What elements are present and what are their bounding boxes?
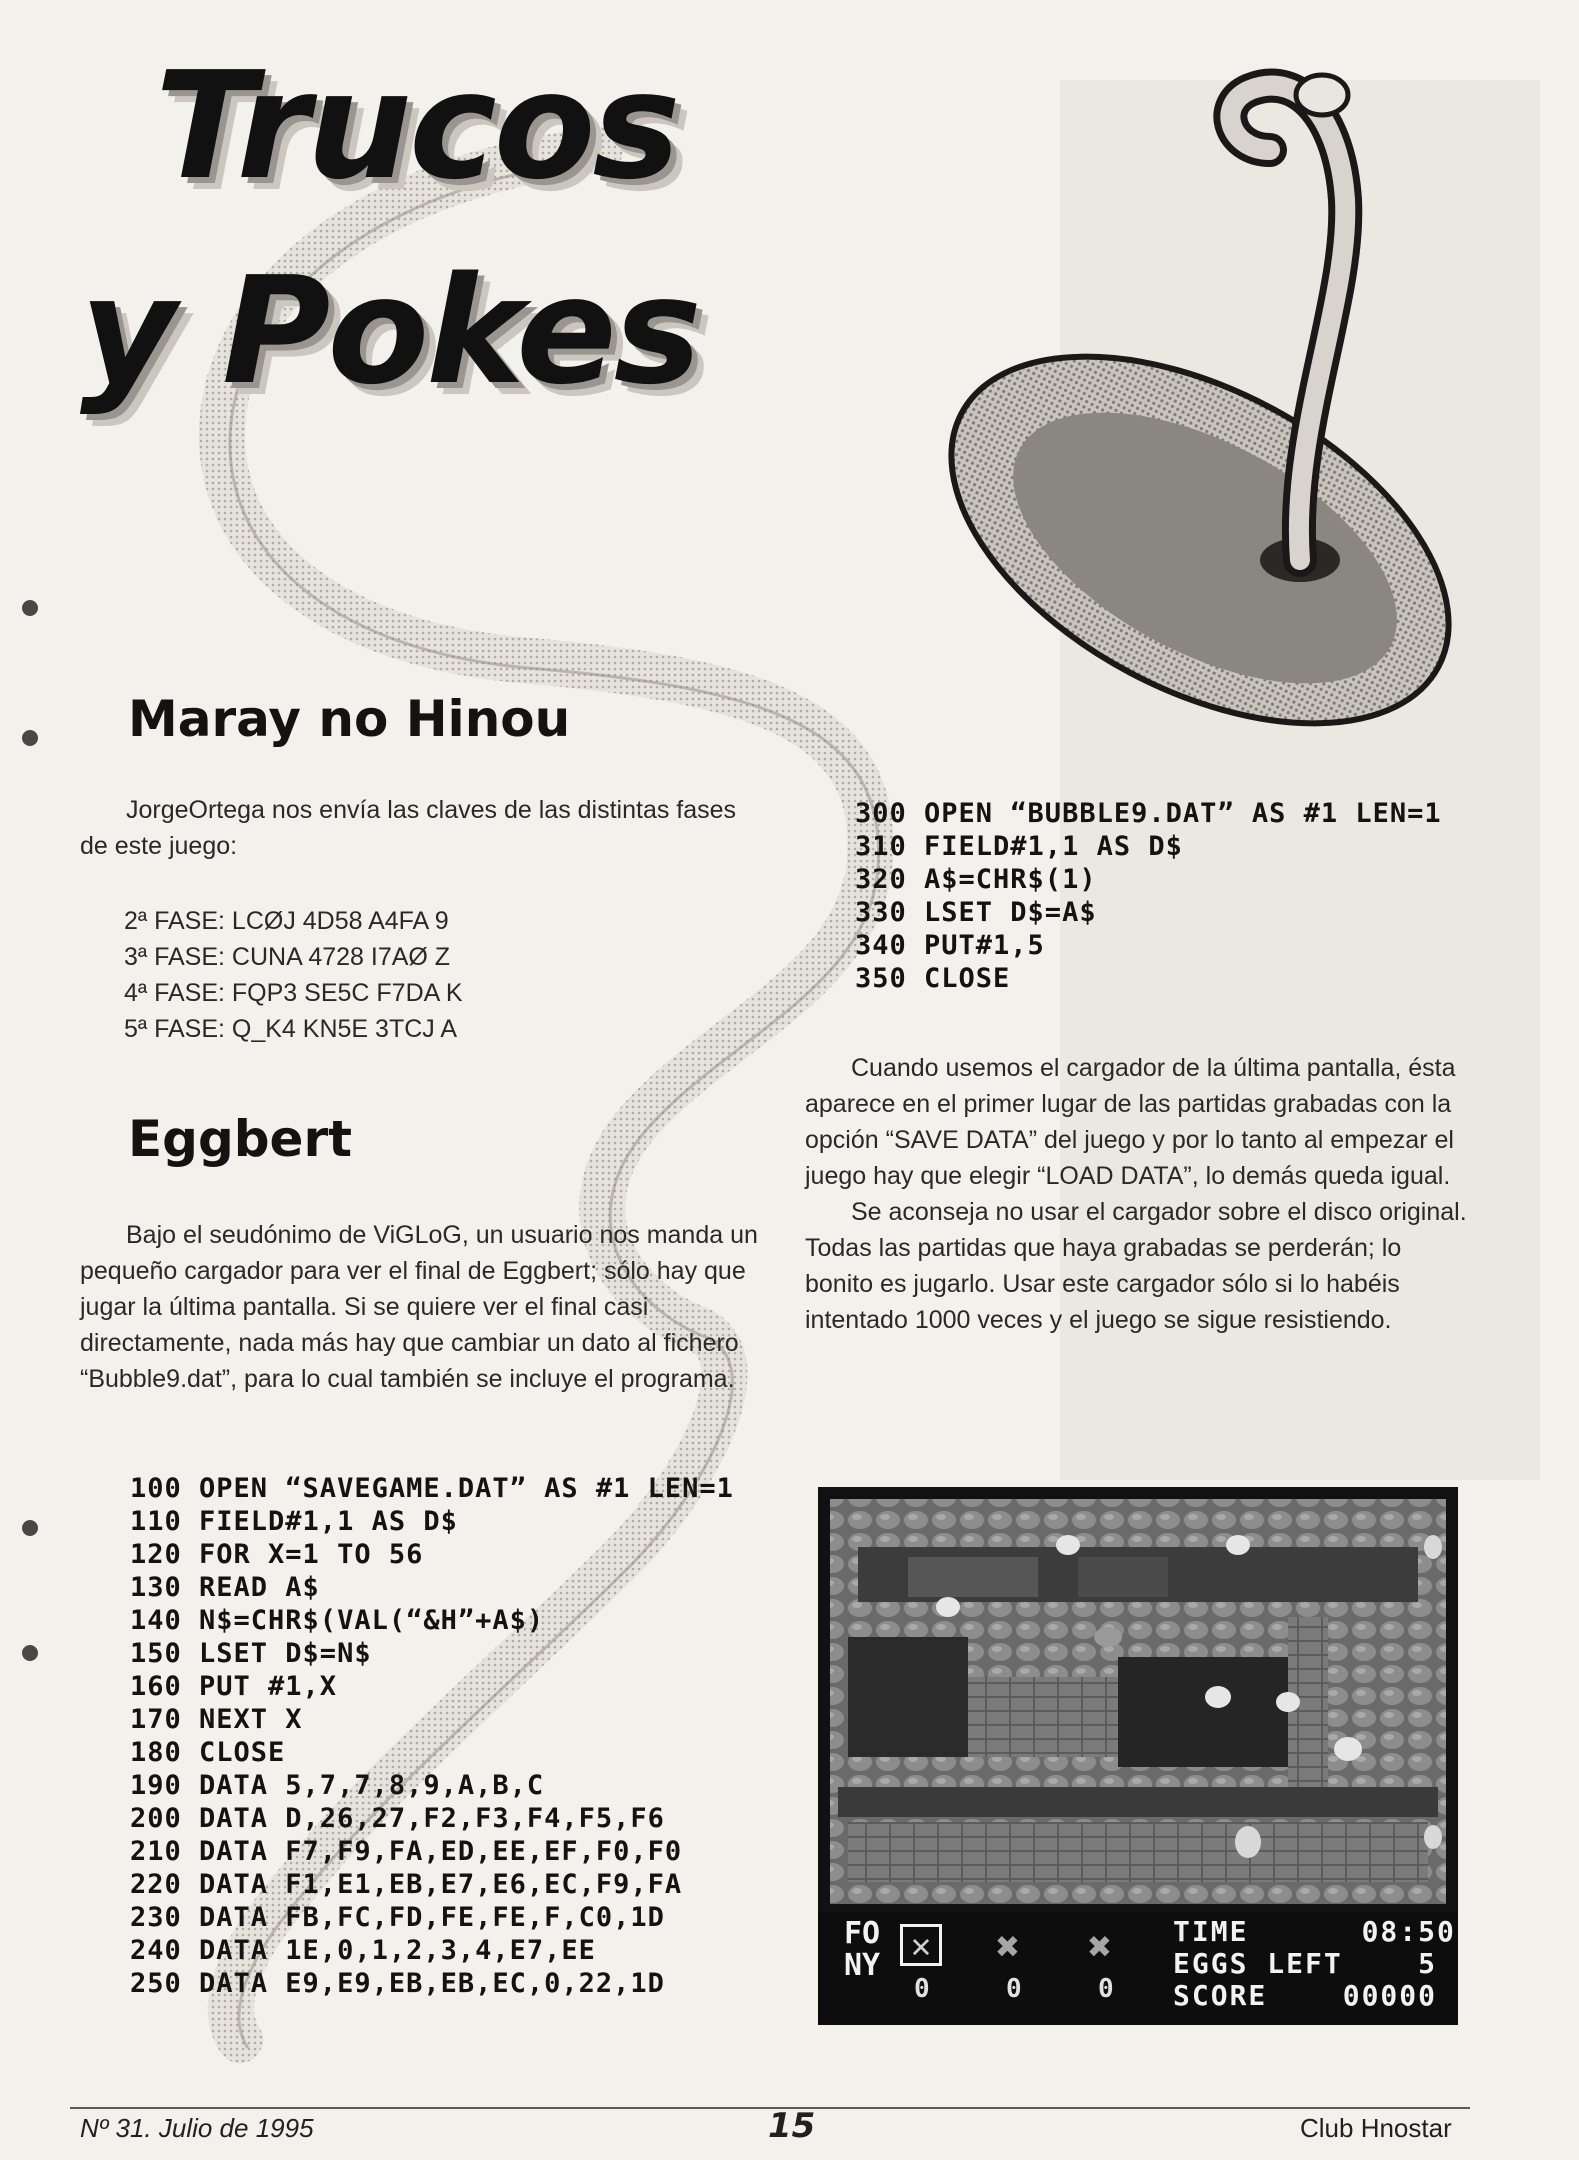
basic-listing-bubble9 bbox=[855, 797, 1442, 995]
code-line: 300 OPEN “BUBBLE9.DAT” AS #1 LEN=1 bbox=[855, 798, 1442, 829]
eggs-left-readout: EGGS LEFT 5 bbox=[1173, 1947, 1438, 1980]
code-line: 240 DATA 1E,0,1,2,3,4,E7,EE bbox=[130, 1935, 596, 1966]
maray-intro bbox=[80, 792, 760, 864]
code-line: 190 DATA 5,7,7,8,9,A,B,C bbox=[130, 1770, 545, 1801]
binder-hole bbox=[22, 600, 38, 616]
code-line: 230 DATA FB,FC,FD,FE,FE,F,C0,1D bbox=[130, 1902, 665, 1933]
heading-maray: Maray no Hinou bbox=[128, 690, 571, 748]
binder-hole bbox=[22, 1520, 38, 1536]
heading-eggbert: Eggbert bbox=[128, 1110, 352, 1168]
code-line: 110 FIELD#1,1 AS D$ bbox=[130, 1506, 458, 1537]
game-scene bbox=[818, 1487, 1458, 1912]
counter-value: 0 bbox=[914, 1974, 930, 2004]
player-label bbox=[844, 1918, 880, 1982]
code-line: 120 FOR X=1 TO 56 bbox=[130, 1539, 424, 1570]
code-line: 310 FIELD#1,1 AS D$ bbox=[855, 831, 1183, 862]
binder-hole bbox=[22, 730, 38, 746]
code-line: 140 N$=CHR$(VAL(“&H”+A$) bbox=[130, 1605, 545, 1636]
game-hud bbox=[838, 1912, 1456, 2012]
eggbert-screenshot bbox=[818, 1487, 1458, 2025]
code-line: 220 DATA F1,E1,EB,E7,E6,EC,F9,FA bbox=[130, 1869, 683, 1900]
code-line: 160 PUT #1,X bbox=[130, 1671, 338, 1702]
phase-item: 4ª FASE: FQP3 SE5C F7DA K bbox=[124, 979, 463, 1007]
basic-listing-savegame bbox=[130, 1472, 734, 2000]
issue-date: Nº 31. Julio de 1995 bbox=[80, 2113, 314, 2143]
code-line: 170 NEXT X bbox=[130, 1704, 303, 1735]
code-line: 250 DATA E9,E9,EB,EB,EC,0,22,1D bbox=[130, 1968, 665, 1999]
code-line: 330 LSET D$=A$ bbox=[855, 897, 1097, 928]
phase-item: 2ª FASE: LCØJ 4D58 A4FA 9 bbox=[124, 907, 449, 935]
eggbert-intro bbox=[80, 1217, 760, 1397]
player-label-line: FO bbox=[844, 1916, 881, 1951]
counter-value: 0 bbox=[1006, 1974, 1022, 2004]
code-line: 130 READ A$ bbox=[130, 1572, 320, 1603]
explanation-para-1: Cuando usemos el cargador de la última pantalla, ésta aparece en el primer lugar de las partidas grabadas con la opción “SAVE DATA” del juego y por lo tanto al empezar el juego hay que elegir “LOAD DATA”, lo demás queda igual. bbox=[805, 1054, 1456, 1190]
maray-intro-text: JorgeOrtega nos envía las claves de las distintas fases de este juego: bbox=[80, 796, 737, 860]
code-line: 350 CLOSE bbox=[855, 963, 1011, 994]
phase-item: 3ª FASE: CUNA 4728 I7AØ Z bbox=[124, 943, 451, 971]
phase-item: 5ª FASE: Q_K4 KN5E 3TCJ A bbox=[124, 1015, 458, 1043]
counter-value: 0 bbox=[1098, 1974, 1114, 2004]
explanation-para-2: Se aconseja no usar el cargador sobre el disco original. Todas las partidas que haya grabadas se perderán; lo bonito es jugarlo. Usar este cargador sólo si lo habéis intentado 1000 veces y el juego se sigue resistiendo. bbox=[805, 1198, 1467, 1334]
phase-list bbox=[124, 903, 463, 1047]
code-line: 320 A$=CHR$(1) bbox=[855, 864, 1097, 895]
code-line: 180 CLOSE bbox=[130, 1737, 286, 1768]
code-line: 200 DATA D,26,27,F2,F3,F4,F5,F6 bbox=[130, 1803, 665, 1834]
time-readout: TIME 08:50 bbox=[1173, 1915, 1456, 1948]
cross-icon: ✖ bbox=[1088, 1924, 1113, 1970]
eggbert-intro-text: Bajo el seudónimo de ViGLoG, un usuario nos manda un pequeño cargador para ver el final de Eggbert; sólo hay que jugar la última pantalla. Si se quiere ver el final casi directamente, nada más hay que cambiar un dato al fichero “Bubble9.dat”, para lo cual también se incluye el programa. bbox=[80, 1221, 758, 1393]
code-line: 210 DATA F7,F9,FA,ED,EE,EF,F0,F0 bbox=[130, 1836, 683, 1867]
page-number: 15 bbox=[768, 2106, 816, 2146]
player-label-line: NY bbox=[844, 1948, 881, 1983]
score-readout: SCORE 00000 bbox=[1173, 1979, 1438, 2012]
life-box-icon: ✕ bbox=[900, 1924, 942, 1966]
publisher-name: Club Hnostar bbox=[1300, 2113, 1452, 2143]
eggbert-explanation bbox=[805, 1050, 1470, 1338]
game-stats bbox=[1173, 1916, 1456, 2012]
title-line-2: y Pokes bbox=[80, 245, 699, 417]
title-line-1: Trucos bbox=[155, 40, 678, 212]
code-line: 150 LSET D$=N$ bbox=[130, 1638, 372, 1669]
code-line: 340 PUT#1,5 bbox=[855, 930, 1045, 961]
code-line: 100 OPEN “SAVEGAME.DAT” AS #1 LEN=1 bbox=[130, 1473, 734, 1504]
binder-hole bbox=[22, 1645, 38, 1661]
cross-icon: ✖ bbox=[996, 1924, 1021, 1970]
